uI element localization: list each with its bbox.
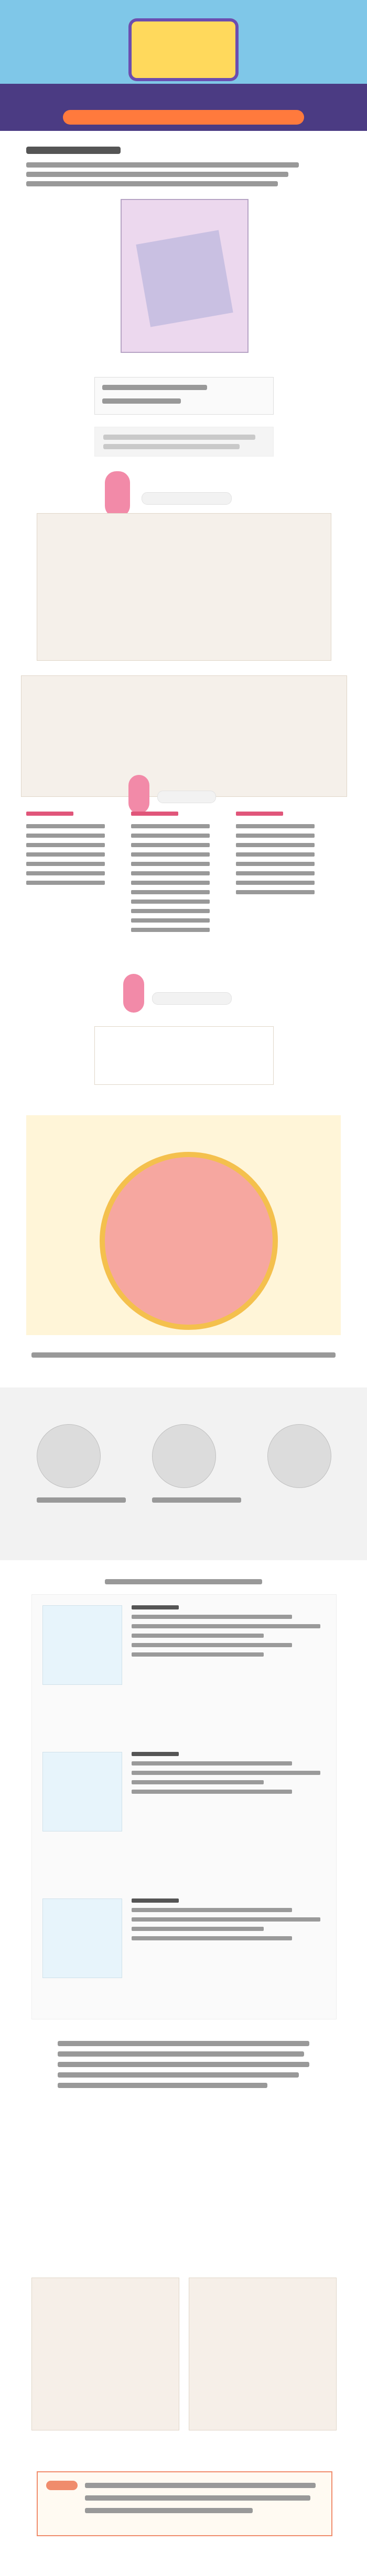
result-photo: [31, 2278, 179, 2430]
detail-thumbnail: [42, 1605, 122, 1685]
column-heading: [236, 812, 283, 816]
activity-steps: [37, 1424, 330, 1518]
list-item: [131, 843, 210, 847]
step-disc: [37, 1424, 101, 1488]
explanation-line: [58, 2083, 267, 2088]
step-disc: [152, 1424, 216, 1488]
detail-text: [132, 1898, 320, 1946]
detail-panel: [31, 1594, 337, 2019]
list-item: [131, 928, 210, 932]
hero-subtitle-bar: [63, 110, 304, 125]
list-item: [236, 843, 315, 847]
subheading-section: [0, 1576, 367, 1589]
sticker-photo: [21, 675, 347, 797]
hero-banner: [0, 0, 367, 131]
list-item: [131, 890, 210, 894]
book-cube-graphic: [136, 230, 233, 327]
character-illustration: [123, 974, 144, 1013]
final-note-line: [85, 2495, 310, 2501]
spec-box: [94, 377, 274, 415]
list-item: [131, 900, 210, 904]
list-item: [26, 843, 105, 847]
final-note-box: [37, 2471, 332, 2536]
list-item: [131, 834, 210, 838]
lesson-preview-box: [94, 1026, 274, 1085]
list-item: [26, 881, 105, 885]
list-item: [26, 852, 105, 857]
curriculum-column: [131, 812, 225, 953]
materials-photo: [37, 513, 331, 661]
detail-text: [132, 1605, 320, 1662]
curriculum-column: [236, 812, 330, 953]
step-caption: [37, 1497, 126, 1503]
list-item: [26, 871, 105, 875]
list-item: [131, 824, 210, 828]
character-illustration: [105, 471, 130, 517]
final-note-line: [85, 2483, 316, 2488]
step-caption: [152, 1497, 241, 1503]
list-item: [131, 862, 210, 866]
list-item: [131, 909, 210, 913]
section-label-pill: [152, 992, 232, 1005]
final-note-line: [85, 2508, 253, 2513]
list-item: [131, 871, 210, 875]
character-illustration: [128, 775, 149, 814]
hero-title-logo: [128, 18, 239, 81]
list-item: [236, 881, 315, 885]
intro-text-line: [26, 162, 299, 168]
explanation-line: [58, 2072, 299, 2078]
list-item: [131, 852, 210, 857]
result-photos: [31, 2278, 336, 2429]
list-item: [236, 824, 315, 828]
intro-title: [26, 147, 121, 154]
caption-line: [31, 1352, 336, 1358]
list-item: [131, 918, 210, 923]
result-photo: [189, 2278, 337, 2430]
subheading-line: [105, 1579, 262, 1584]
list-item: [236, 862, 315, 866]
detail-thumbnail: [42, 1898, 122, 1978]
intro-section: [0, 136, 367, 188]
intro-text-line: [26, 172, 288, 177]
list-item: [236, 852, 315, 857]
explanation-section: [0, 2037, 367, 2100]
note-line: [103, 435, 255, 440]
list-item: [236, 890, 315, 894]
explanation-line: [58, 2041, 309, 2046]
list-item: [26, 862, 105, 866]
spec-line: [102, 398, 181, 404]
list-item: [131, 881, 210, 885]
list-item: [236, 834, 315, 838]
column-heading: [26, 812, 73, 816]
caption-section: [0, 1348, 367, 1364]
explanation-line: [58, 2051, 304, 2057]
column-heading: [131, 812, 178, 816]
section-label-pill: [157, 791, 216, 803]
step-disc: [267, 1424, 331, 1488]
note-box: [94, 427, 274, 457]
detail-thumbnail: [42, 1752, 122, 1831]
spec-line: [102, 385, 207, 390]
book-cover-image: [121, 199, 249, 353]
curriculum-column: [26, 812, 121, 953]
lesson-wheel-illustration: [100, 1152, 278, 1330]
list-item: [26, 834, 105, 838]
final-note-tag: [46, 2481, 78, 2490]
list-item: [236, 871, 315, 875]
intro-text-line: [26, 181, 278, 186]
section-label-pill: [142, 492, 232, 505]
note-line: [103, 444, 240, 449]
detail-text: [132, 1752, 320, 1799]
explanation-line: [58, 2062, 309, 2067]
curriculum-list: [26, 812, 341, 953]
list-item: [26, 824, 105, 828]
